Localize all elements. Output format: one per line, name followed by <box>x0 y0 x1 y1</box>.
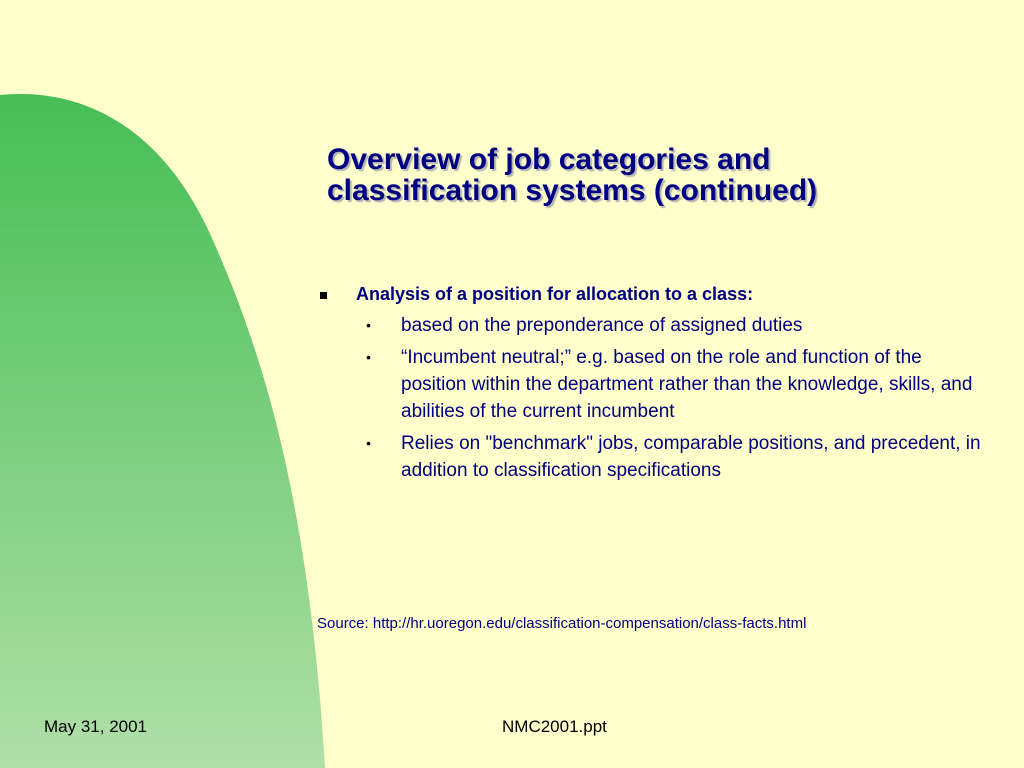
dot-bullet-icon: • <box>366 435 371 451</box>
footer-filename: NMC2001.ppt <box>502 717 607 736</box>
source-citation: Source: http://hr.uoregon.edu/classification-compensation/class-facts.html <box>317 615 807 632</box>
square-bullet-icon <box>320 292 327 299</box>
bullet-item-text: Analysis of a position for allocation to a class: <box>356 284 754 304</box>
sub-bullet-text: based on the preponderance of assigned duties <box>401 315 803 336</box>
dot-bullet-icon: • <box>366 317 371 333</box>
sub-bullet-text: “Incumbent neutral;” e.g. based on the role and function of the position within the department rather than the knowledge, skills, and abilities of the current incumbent <box>401 347 973 422</box>
bullet-list <box>316 280 996 489</box>
sub-bullet-item <box>356 312 981 339</box>
dot-bullet-icon: • <box>366 349 371 365</box>
sub-bullet-item <box>356 344 981 425</box>
slide-title <box>327 144 967 206</box>
slide-title-line-2: classification systems (continued) <box>327 174 818 207</box>
slide-title-line-1: Overview of job categories and <box>327 143 771 176</box>
sub-bullet-text: Relies on "benchmark" jobs, comparable positions, and precedent, in addition to classification specifications <box>401 433 981 481</box>
bullet-item <box>316 280 996 484</box>
sub-bullet-item <box>356 430 981 484</box>
footer-date: May 31, 2001 <box>44 717 148 736</box>
sub-bullet-list <box>356 312 996 484</box>
